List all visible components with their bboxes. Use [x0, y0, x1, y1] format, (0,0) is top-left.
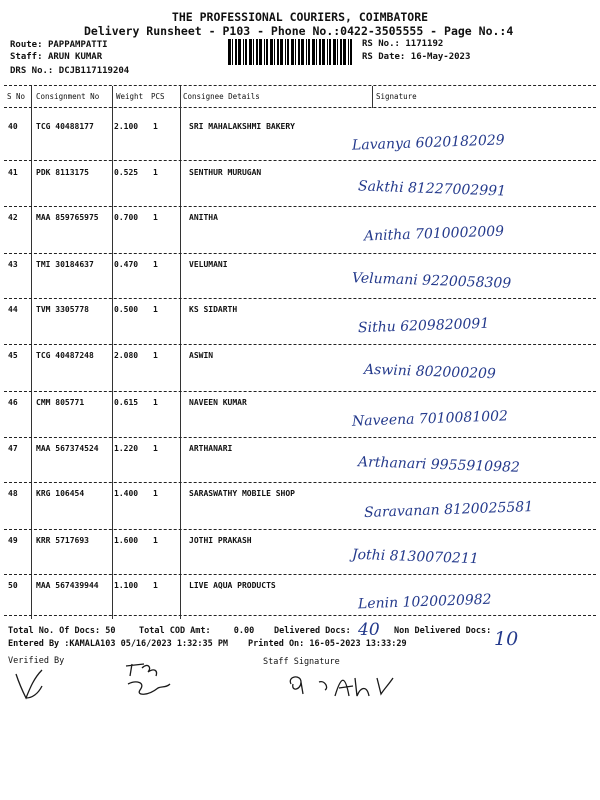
row-consignment-no: TCG 40488177: [36, 122, 94, 131]
row-signature-handwritten: Anitha 7010002009: [363, 223, 505, 245]
barcode-bar: [340, 39, 342, 65]
rs-date-line: RS Date: 16-May-2023: [362, 52, 471, 62]
row-separator: [4, 529, 596, 530]
row-pcs: 1: [153, 168, 158, 177]
barcode-bar: [343, 39, 346, 65]
column-divider: [31, 86, 32, 619]
drs-value: DCJB117119204: [58, 66, 130, 76]
row-pcs: 1: [153, 122, 158, 131]
barcode-bar: [228, 39, 231, 65]
rs-date-value: 16-May-2023: [410, 52, 471, 62]
row-consignment-no: CMM 805771: [36, 398, 85, 407]
total-docs: Total No. Of Docs: 50: [8, 626, 116, 636]
row-weight: 2.080: [114, 351, 139, 360]
barcode-bar: [306, 39, 307, 65]
column-divider: [112, 86, 113, 619]
rs-no-value: 1171192: [405, 39, 444, 49]
row-pcs: 1: [153, 260, 158, 269]
row-pcs: 1: [153, 489, 158, 498]
row-separator: [4, 391, 596, 392]
row-separator: [4, 344, 596, 345]
barcode-bar: [319, 39, 321, 65]
row-consignment-no: PDK 8113175: [36, 168, 89, 177]
row-pcs: 1: [153, 398, 158, 407]
row-signature-handwritten: Sithu 6209820091: [357, 315, 490, 337]
row-consignee: SRI MAHALAKSHMI BAKERY: [189, 122, 295, 131]
verified-by-label: Verified By: [8, 656, 65, 666]
row-weight: 1.100: [114, 581, 139, 590]
row-sno: 45: [8, 351, 18, 360]
row-pcs: 1: [153, 536, 158, 545]
barcode-bar: [245, 39, 247, 65]
row-sno: 46: [8, 398, 18, 407]
row-signature-handwritten: Aswini 802000209: [363, 361, 497, 383]
row-weight: 0.700: [114, 213, 139, 222]
row-signature-handwritten: Naveena 7010081002: [351, 408, 509, 430]
row-sno: 42: [8, 213, 18, 222]
barcode-bar: [291, 39, 294, 65]
runsheet-title: Delivery Runsheet - P103 - Phone No.:0422-3505555 - Page No.:4: [84, 24, 514, 38]
barcode-bar: [285, 39, 286, 65]
row-consignment-no: KRG 106454: [36, 489, 85, 498]
verifier-signature-2: [118, 658, 178, 702]
row-signature-handwritten: Jothi 8130070211: [351, 546, 479, 568]
barcode-bar: [348, 39, 349, 65]
row-pcs: 1: [153, 213, 158, 222]
row-consignment-no: MAA 567439944: [36, 581, 99, 590]
row-weight: 0.500: [114, 305, 139, 314]
row-signature-handwritten: Arthanari 9955910982: [357, 454, 521, 476]
barcode-bar: [280, 39, 283, 65]
verifier-signature-1: [12, 664, 52, 704]
column-divider: [180, 86, 181, 619]
row-separator: [4, 160, 596, 161]
barcode-bar: [287, 39, 289, 65]
company-name: THE PROFESSIONAL COURIERS, COIMBATORE: [171, 10, 429, 24]
barcode-bar: [327, 39, 328, 65]
barcode-bar: [308, 39, 310, 65]
barcode-bar: [256, 39, 258, 65]
row-consignee: ASWIN: [189, 351, 214, 360]
row-sno: 44: [8, 305, 18, 314]
barcode-bar: [295, 39, 296, 65]
staff-signature-label: Staff Signature: [263, 657, 340, 667]
row-weight: 2.100: [114, 122, 139, 131]
row-separator: [4, 253, 596, 254]
row-sno: 40: [8, 122, 18, 131]
row-separator: [4, 437, 596, 438]
row-consignee: LIVE AQUA PRODUCTS: [189, 581, 276, 590]
barcode-bar: [232, 39, 233, 65]
barcode-bar: [274, 39, 275, 65]
delivered-docs-handwritten: 40: [358, 620, 380, 640]
barcode-bar: [264, 39, 265, 65]
col-consignment: Consignment No: [36, 92, 100, 101]
row-weight: 1.400: [114, 489, 139, 498]
row-signature-handwritten: Sakthi 81227002991: [357, 178, 507, 200]
barcode-bar: [270, 39, 273, 65]
barcode-bar: [259, 39, 262, 65]
row-consignee: KS SIDARTH: [189, 305, 238, 314]
row-sno: 47: [8, 444, 18, 453]
row-consignment-no: TCG 40487248: [36, 351, 94, 360]
barcode-bar: [277, 39, 279, 65]
row-pcs: 1: [153, 581, 158, 590]
total-cod: Total COD Amt: 0.00: [139, 626, 255, 636]
row-weight: 0.470: [114, 260, 139, 269]
staff-value: ARUN KUMAR: [47, 52, 103, 62]
row-separator: [4, 482, 596, 483]
row-consignment-no: MAA 567374524: [36, 444, 99, 453]
row-weight: 0.615: [114, 398, 139, 407]
staff-signature: [285, 668, 395, 704]
row-consignment-no: TMI 30184637: [36, 260, 94, 269]
row-signature-handwritten: Velumani 9220058309: [351, 270, 512, 292]
row-sno: 41: [8, 168, 18, 177]
row-pcs: 1: [153, 444, 158, 453]
printed-on: Printed On: 16-05-2023 13:33:29: [248, 639, 407, 649]
barcode-bar: [238, 39, 241, 65]
row-pcs: 1: [153, 305, 158, 314]
col-weight: Weight: [116, 92, 144, 101]
row-weight: 1.220: [114, 444, 139, 453]
col-sno: S No: [7, 92, 26, 101]
barcode-bar: [337, 39, 338, 65]
row-consignee: ARTHANARI: [189, 444, 233, 453]
barcode-bar: [298, 39, 300, 65]
row-consignee: NAVEEN KUMAR: [189, 398, 247, 407]
barcode: [228, 39, 354, 65]
route-line: Route: PAPPAMPATTI: [10, 40, 108, 50]
row-consignee: VELUMANI: [189, 260, 228, 269]
barcode-bar: [312, 39, 315, 65]
row-separator: [4, 298, 596, 299]
barcode-bar: [235, 39, 237, 65]
row-sno: 48: [8, 489, 18, 498]
col-pcs: PCS: [151, 92, 165, 101]
entered-by: Entered By :KAMALA103 05/16/2023 1:32:35 PM: [8, 639, 229, 649]
non-delivered-docs-handwritten: 10: [494, 628, 519, 650]
barcode-bar: [350, 39, 352, 65]
staff-line: Staff: ARUN KUMAR: [10, 52, 103, 62]
row-weight: 1.600: [114, 536, 139, 545]
row-consignment-no: KRR 5717693: [36, 536, 89, 545]
col-signature: Signature: [376, 92, 417, 101]
row-consignee: ANITHA: [189, 213, 218, 222]
row-consignee: SARASWATHY MOBILE SHOP: [189, 489, 295, 498]
row-weight: 0.525: [114, 168, 139, 177]
barcode-bar: [329, 39, 331, 65]
barcode-bar: [333, 39, 336, 65]
row-separator: [4, 574, 596, 575]
row-signature-handwritten: Lavanya 6020182029: [351, 132, 505, 154]
col-consignee: Consignee Details: [183, 92, 260, 101]
row-sno: 49: [8, 536, 18, 545]
barcode-bar: [249, 39, 252, 65]
barcode-bar: [316, 39, 317, 65]
row-consignee: JOTHI PRAKASH: [189, 536, 252, 545]
row-separator: [4, 615, 596, 616]
row-separator: [4, 206, 596, 207]
row-sno: 50: [8, 581, 18, 590]
row-pcs: 1: [153, 351, 158, 360]
row-signature-handwritten: Saravanan 8120025581: [363, 499, 534, 521]
row-sno: 43: [8, 260, 18, 269]
row-consignment-no: TVM 3305778: [36, 305, 89, 314]
header-rule-top: [4, 85, 596, 86]
barcode-bar: [301, 39, 304, 65]
delivered-docs-label: Delivered Docs:: [274, 626, 351, 636]
barcode-bar: [266, 39, 268, 65]
column-divider: [372, 86, 373, 108]
row-consignment-no: MAA 859765975: [36, 213, 99, 222]
non-delivered-docs-label: Non Delivered Docs:: [394, 626, 492, 636]
drs-line: DRS No.: DCJB117119204: [10, 66, 130, 76]
barcode-bar: [243, 39, 244, 65]
row-consignee: SENTHUR MURUGAN: [189, 168, 262, 177]
row-signature-handwritten: Lenin 1020020982: [357, 591, 492, 613]
route-value: PAPPAMPATTI: [47, 40, 108, 50]
barcode-bar: [322, 39, 325, 65]
barcode-bar: [253, 39, 254, 65]
header-rule-bottom: [4, 107, 596, 108]
rs-no-line: RS No.: 1171192: [362, 39, 444, 49]
